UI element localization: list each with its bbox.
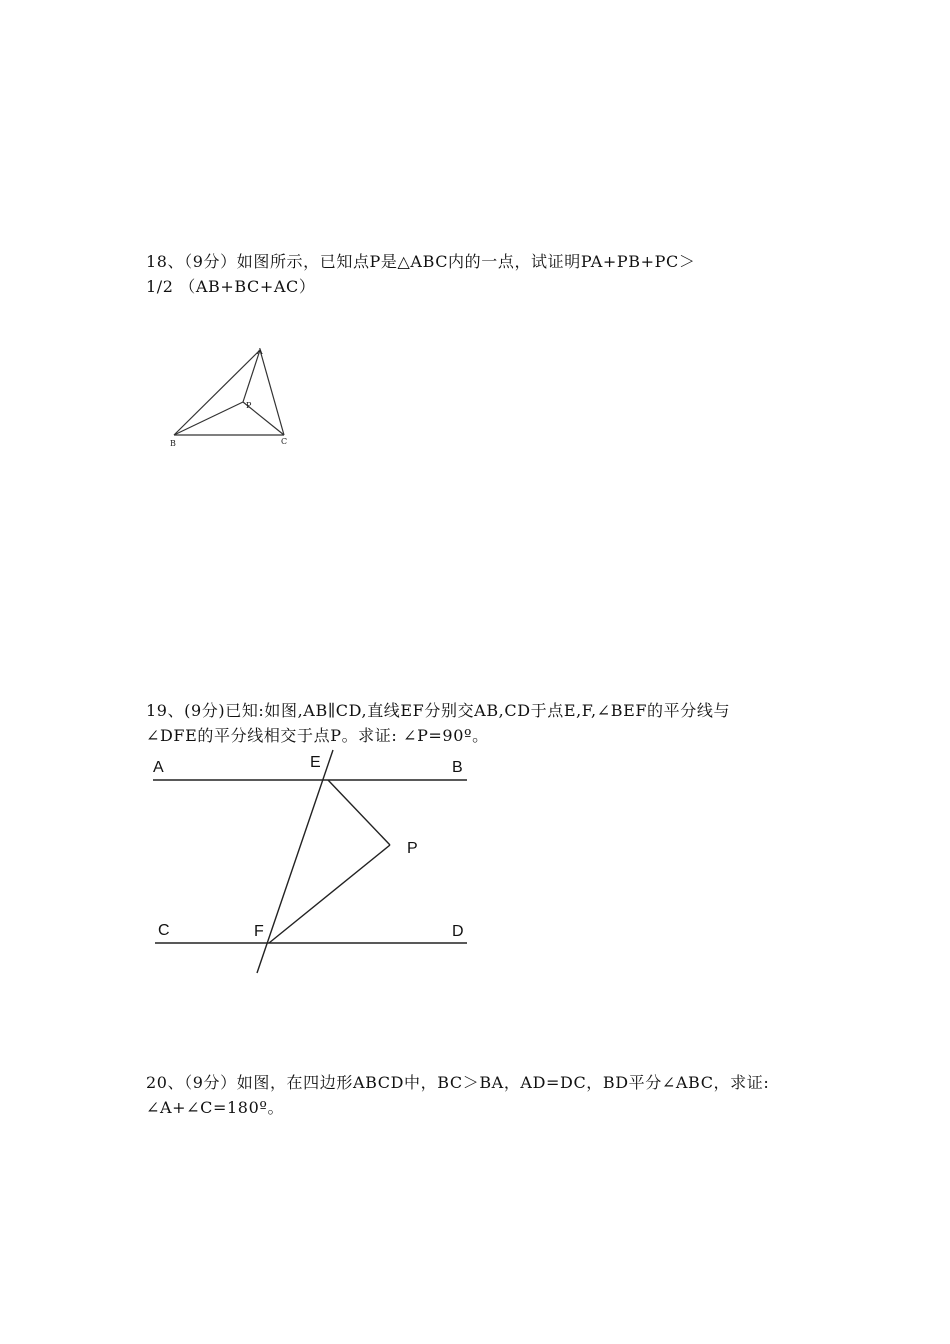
label-d: D (452, 923, 464, 940)
label-b: B (452, 759, 463, 776)
line-ef (257, 750, 333, 973)
segment-pb (174, 402, 243, 435)
problem-20-text-line2: ∠A+∠C=180º。 (146, 1098, 285, 1117)
problem-19-parallel-lines-figure (145, 745, 485, 985)
label-a: A (153, 759, 164, 776)
label-c: C (281, 437, 288, 446)
segment-ab (174, 350, 260, 435)
label-p: P (246, 401, 252, 410)
segment-fp (269, 845, 390, 943)
problem-18-text-line2: 1/2 （AB+BC+AC） (146, 277, 316, 296)
label-b: B (170, 439, 176, 448)
label-c: C (158, 922, 170, 939)
label-p: P (407, 840, 418, 857)
problem-19-text-line1: 19、(9分)已知:如图,AB∥CD,直线EF分别交AB,CD于点E,F,∠BEF的平分线与 (146, 701, 731, 720)
problem-19-text-line2: ∠DFE的平分线相交于点P。求证: ∠P=90º。 (146, 726, 489, 745)
problem-18-triangle-figure (160, 340, 310, 455)
label-e: E (310, 754, 321, 771)
segment-ep (328, 780, 390, 845)
problem-18-text-line1: 18、（9分）如图所示，已知点P是△ABC内的一点，试证明PA+PB+PC＞ (146, 252, 696, 271)
problem-20-text-line1: 20、（9分）如图，在四边形ABCD中，BC＞BA，AD=DC，BD平分∠ABC，求证: (146, 1073, 770, 1092)
label-f: F (254, 923, 264, 940)
segment-ac (260, 350, 284, 435)
label-a: A (257, 347, 263, 356)
